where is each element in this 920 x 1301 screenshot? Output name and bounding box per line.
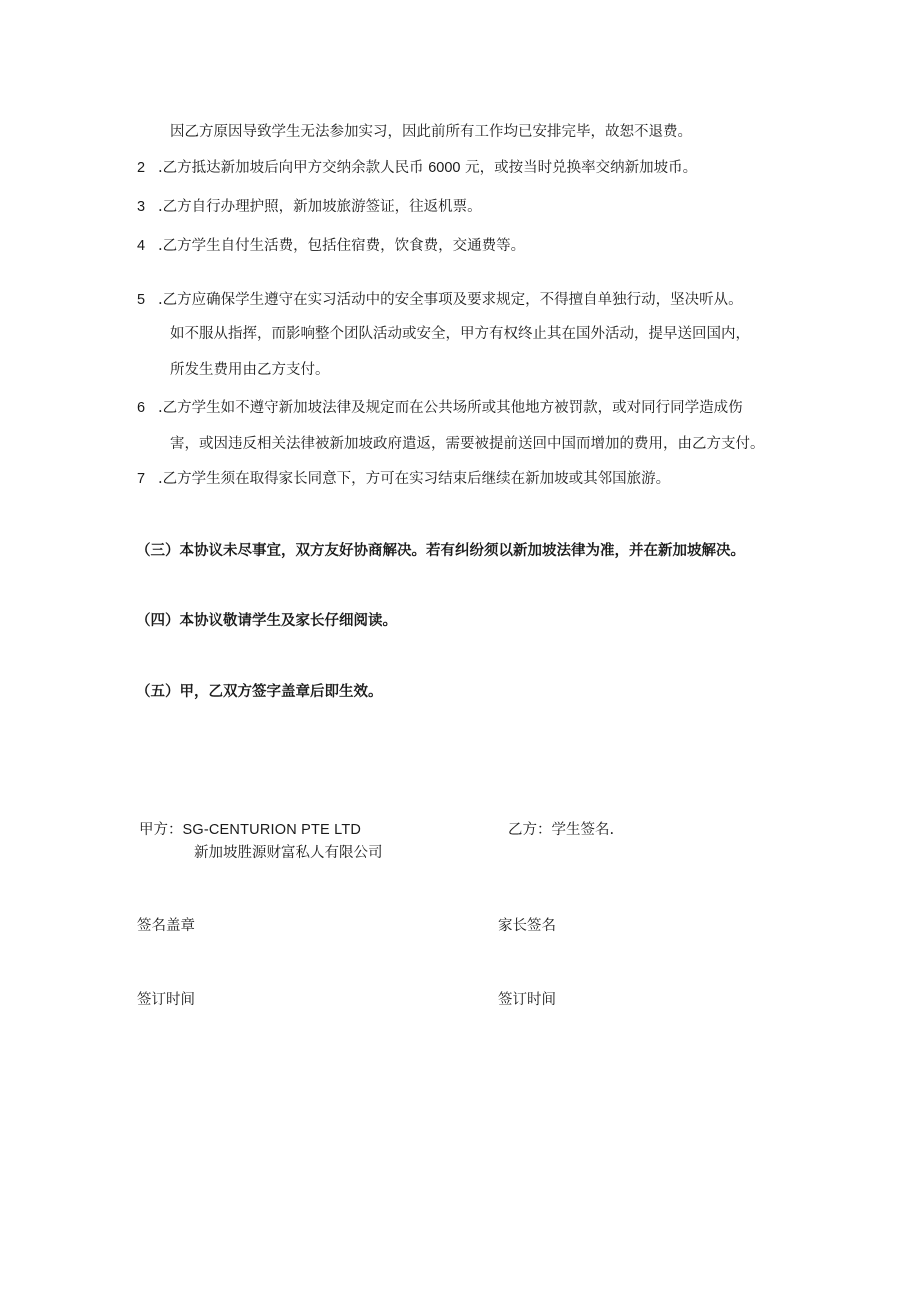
date-label-party-a: 签订时间	[137, 992, 195, 1008]
item-number-3: 3	[137, 199, 146, 215]
seal-label: 签名盖章	[137, 918, 195, 934]
item-5-text: .乙方应确保学生遵守在实习活动中的安全事项及要求规定，不得擅自单独行动，坚决听从。	[158, 292, 743, 308]
clause-four: （四）本协议敬请学生及家长仔细阅读。	[136, 613, 397, 629]
item-7-text: .乙方学生须在取得家长同意下，方可在实习结束后继续在新加坡或其邻国旅游。	[158, 471, 671, 487]
item-2-text-after: 元，或按当时兑换率交纳新加坡币。	[460, 160, 698, 176]
party-a-line	[139, 820, 361, 840]
item-2-text	[158, 158, 697, 178]
parent-sign-label: 家长签名	[498, 918, 556, 934]
item-6-continuation-1: 害，或因违反相关法律被新加坡政府遣返，需要被提前送回中国而增加的费用，由乙方支付。	[170, 436, 765, 452]
item-2-amount: 6000	[428, 160, 461, 176]
intro-line: 因乙方原因导致学生无法参加实习，因此前所有工作均已安排完毕，故恕不退费。	[170, 124, 692, 140]
party-a-company-cn: 新加坡胜源财富私人有限公司	[194, 845, 383, 861]
item-5-continuation-1: 如不服从指挥，而影响整个团队活动或安全，甲方有权终止其在国外活动，提早送回国内，	[170, 326, 750, 342]
item-6-text: .乙方学生如不遵守新加坡法律及规定而在公共场所或其他地方被罚款，或对同行同学造成伤	[158, 400, 743, 416]
clause-three: （三）本协议未尽事宜，双方友好协商解决。若有纠纷须以新加坡法律为准，并在新加坡解决。	[136, 543, 745, 559]
item-number-7: 7	[137, 471, 146, 487]
item-number-2: 2	[137, 160, 146, 176]
item-3-text: .乙方自行办理护照，新加坡旅游签证，往返机票。	[158, 199, 482, 215]
item-number-5: 5	[137, 292, 146, 308]
item-4-text: .乙方学生自付生活费，包括住宿费，饮食费，交通费等。	[158, 238, 526, 254]
item-number-6: 6	[137, 400, 146, 416]
item-number-4: 4	[137, 238, 146, 254]
date-label-party-b: 签订时间	[498, 992, 556, 1008]
party-a-company-en: SG-CENTURION PTE LTD	[182, 822, 362, 838]
clause-five: （五）甲，乙双方签字盖章后即生效。	[136, 684, 383, 700]
party-a-label: 甲方：	[139, 822, 183, 838]
item-2-text-before: .乙方抵达新加坡后向甲方交纳余款人民币	[158, 160, 429, 176]
item-5-continuation-2: 所发生费用由乙方支付。	[170, 362, 330, 378]
party-b-label: 乙方：学生签名.	[508, 822, 615, 838]
